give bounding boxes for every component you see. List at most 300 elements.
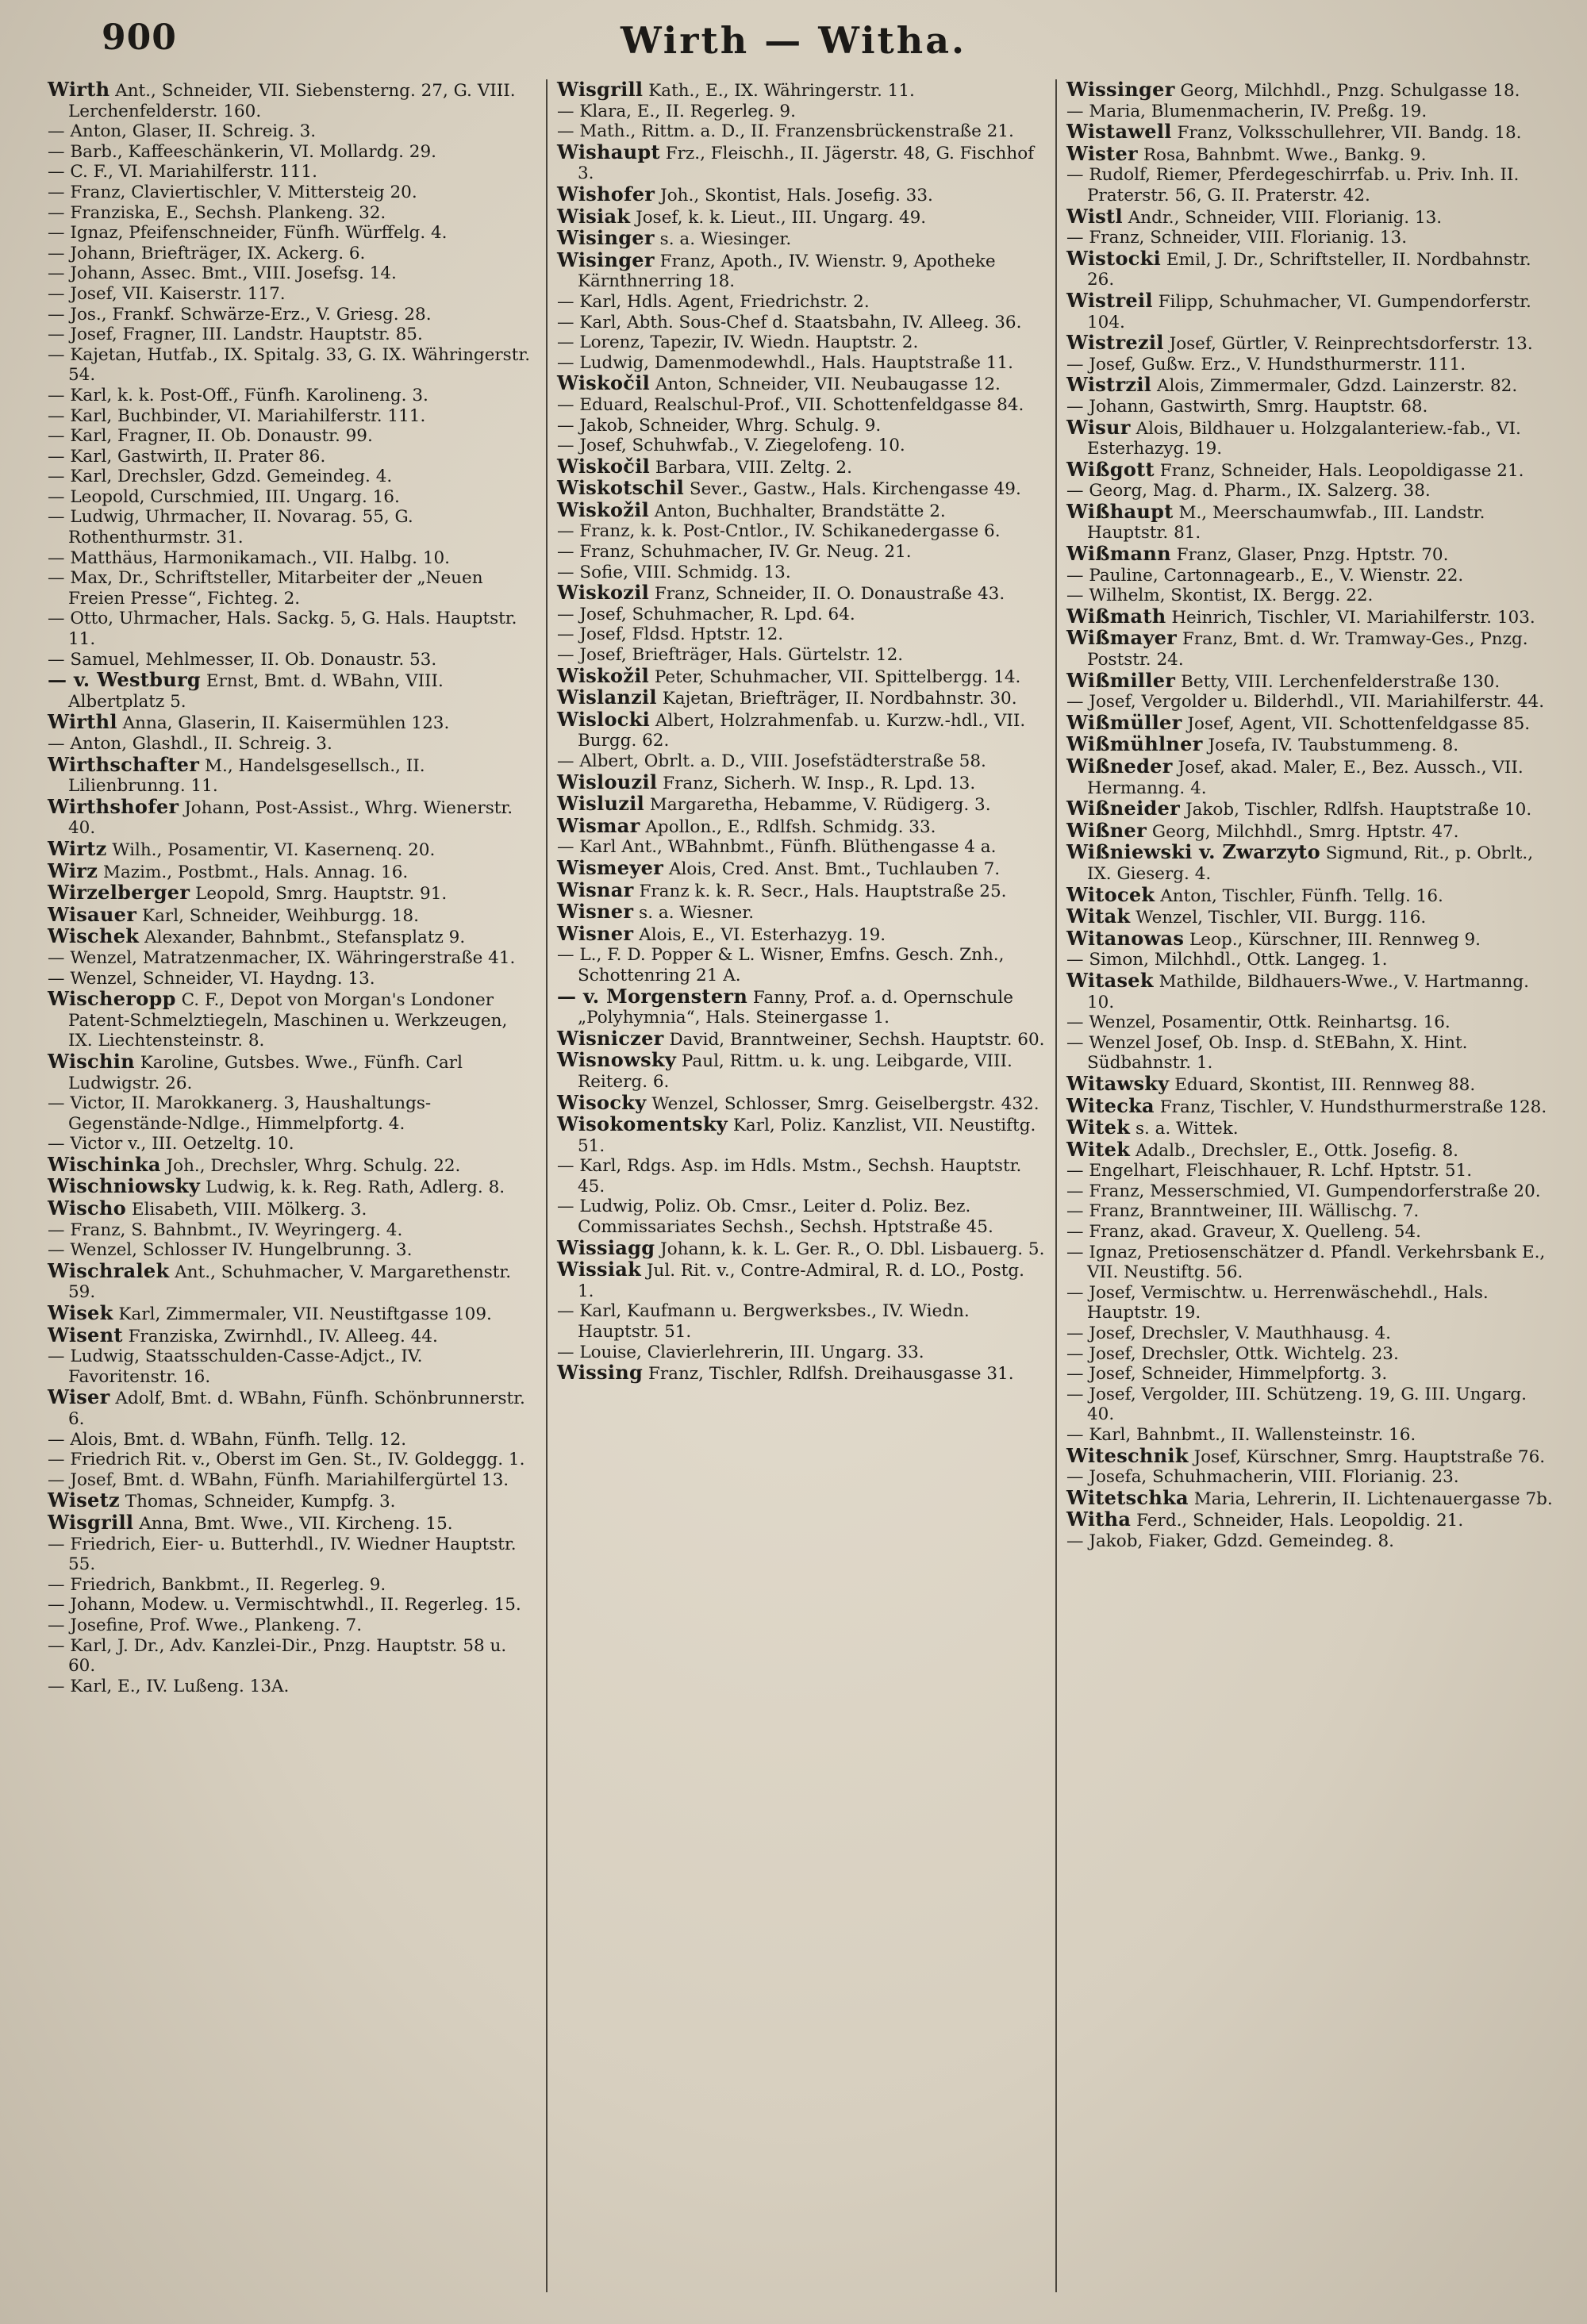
entry-text: Franz, Sicherh. W. Insp., R. Lpd. 13. xyxy=(663,773,976,793)
entry-text: Franz, Schneider, II. O. Donaustraße 43. xyxy=(654,584,1005,605)
entry-text: — Wenzel, Schneider, VI. Haydng. 13. xyxy=(48,968,375,989)
directory-entry xyxy=(1066,141,1555,166)
entry-text: — Josef, Drechsler, Ottk. Wichtelg. 23. xyxy=(1066,1343,1399,1364)
entry-text: Alois, Zimmermaler, Gdzd. Lainzerstr. 82. xyxy=(1157,376,1518,397)
directory-entry xyxy=(48,1470,536,1491)
entry-surname: Wißmiller xyxy=(1066,668,1176,692)
entry-surname: Wislocki xyxy=(557,707,651,731)
entry-text: Fanny, Prof. a. d. Opernschule „Polyhymnia“, Hals. Steinergasse 1. xyxy=(578,987,1013,1028)
directory-entry xyxy=(1066,1385,1555,1425)
entry-text: Eduard, Skontist, III. Rennweg 88. xyxy=(1174,1074,1476,1095)
entry-text: Alois, E., VI. Esterhazyg. 19. xyxy=(639,924,886,945)
entry-surname: Wirthl xyxy=(48,710,117,734)
entry-text: — Rudolf, Riemer, Pferdegeschirrfab. u. Priv. Inh. II. Praterstr. 56, G. II. Praterstr. 42. xyxy=(1066,165,1520,206)
entry-text: Franz, Bmt. d. Wr. Tramway-Ges., Pnzg. Poststr. 24. xyxy=(1087,629,1528,670)
entry-text: Filipp, Schuhmacher, VI. Gumpendorferstr. 104. xyxy=(1087,291,1531,332)
directory-entry xyxy=(557,456,1046,478)
running-head: Wirth — Witha. xyxy=(620,19,967,62)
entry-text: Joh., Drechsler, Whrg. Schulg. 22. xyxy=(166,1155,461,1176)
entry-surname: Wirthschafter xyxy=(48,752,200,776)
directory-entry xyxy=(557,206,1046,229)
directory-entry xyxy=(557,395,1046,416)
directory-entry xyxy=(557,353,1046,374)
entry-text: Georg, Milchhdl., Pnzg. Schulgasse 18. xyxy=(1180,81,1520,101)
entry-text: — Josef, Drechsler, V. Mauthhausg. 4. xyxy=(1066,1323,1391,1344)
directory-entry xyxy=(557,313,1046,333)
entry-surname: Wißner xyxy=(1066,818,1147,842)
entry-text: Adalb., Drechsler, E., Ottk. Josefig. 8. xyxy=(1135,1140,1458,1161)
directory-entry xyxy=(48,182,536,203)
entry-text: M., Handelsgesellsch., II. Lilienbrunng. 11. xyxy=(68,755,425,797)
directory-entry xyxy=(557,901,1046,924)
directory-entry xyxy=(48,244,536,264)
entry-text: Josef, Agent, VII. Schottenfeldgasse 85. xyxy=(1187,713,1531,734)
entry-text: — Johann, Modew. u. Vermischtwhdl., II. Regerleg. 15. xyxy=(48,1595,521,1615)
directory-entry xyxy=(48,1176,536,1198)
directory-entry xyxy=(557,184,1046,206)
directory-entry xyxy=(1066,1531,1555,1552)
entry-surname: Wistocki xyxy=(1066,246,1162,270)
entry-surname: Wisur xyxy=(1066,415,1131,439)
directory-entry xyxy=(1066,756,1555,798)
entry-text: Heinrich, Tischler, VI. Mariahilferstr. 103. xyxy=(1171,607,1535,628)
entry-text: — Friedrich, Eier- u. Butterhdl., IV. Wiedner Hauptstr. 55. xyxy=(48,1534,517,1575)
directory-columns xyxy=(38,79,1565,2292)
entry-text: Josef, Gürtler, V. Reinprechtsdorferstr. 13. xyxy=(1169,334,1533,355)
entry-text: Anton, Tischler, Fünfh. Tellg. 16. xyxy=(1160,885,1443,906)
directory-entry xyxy=(557,1343,1046,1363)
entry-text: — L., F. D. Popper & L. Wisner, Emfns. Gesch. Znh., Schottenring 21 A. xyxy=(557,945,1005,985)
entry-surname: Witanowas xyxy=(1066,926,1185,950)
directory-entry xyxy=(557,478,1046,500)
entry-text: Adolf, Bmt. d. WBahn, Fünfh. Schönbrunnerstr. 6. xyxy=(68,1389,525,1429)
directory-entry xyxy=(48,836,536,861)
entry-surname: Wirthshofer xyxy=(48,794,179,818)
directory-entry xyxy=(48,1093,536,1134)
entry-text: David, Branntweiner, Sechsh. Hauptstr. 60. xyxy=(669,1029,1045,1050)
directory-entry xyxy=(1066,1181,1555,1202)
entry-surname: — v. Morgenstern xyxy=(557,984,748,1008)
directory-entry xyxy=(48,142,536,163)
directory-entry xyxy=(48,882,536,905)
entry-text: C. F., Depot von Morgan's Londoner Patent-Schmelztiegeln, Maschinen u. Werkzeugen, IX. Liechtensteinstr. 8. xyxy=(68,990,508,1051)
entry-text: — Alois, Bmt. d. WBahn, Fünfh. Tellg. 12. xyxy=(48,1429,407,1450)
entry-text: — Johann, Assec. Bmt., VIII. Josefsg. 14. xyxy=(48,263,397,284)
directory-entry xyxy=(48,752,536,797)
entry-surname: Wister xyxy=(1066,141,1138,165)
entry-text: — Johann, Briefträger, IX. Ackerg. 6. xyxy=(48,243,366,263)
entry-surname: Wirth xyxy=(48,79,110,101)
directory-entry xyxy=(48,386,536,406)
directory-entry xyxy=(557,1114,1046,1156)
entry-text: — Friedrich Rit. v., Oberst im Gen. St., IV. Goldeggg. 1. xyxy=(48,1450,525,1470)
entry-surname: Wirz xyxy=(48,859,98,882)
entry-text: — Math., Rittm. a. D., II. Franzensbrückenstraße 21. xyxy=(557,121,1014,142)
directory-entry xyxy=(557,497,1046,522)
entry-text: — Karl, Fragner, II. Ob. Donaustr. 99. xyxy=(48,426,373,447)
directory-entry xyxy=(48,1134,536,1154)
directory-entry xyxy=(48,861,536,883)
entry-surname: Wißniewski v. Zwarzyto xyxy=(1066,840,1320,864)
entry-text: — Karl, Kaufmann u. Bergwerksbes., IV. Wiedn. Hauptstr. 51. xyxy=(557,1301,970,1343)
entry-text: Franz, Apoth., IV. Wienstr. 9, Apotheke Kärnthnerring 18. xyxy=(578,251,996,292)
directory-entry xyxy=(48,507,536,547)
directory-entry xyxy=(557,1156,1046,1197)
directory-entry xyxy=(1066,710,1555,735)
entry-text: s. a. Wiesner. xyxy=(639,903,755,924)
directory-entry xyxy=(48,487,536,508)
entry-text: — Karl, J. Dr., Adv. Kanzlei-Dir., Pnzg. Hauptstr. 58 u. 60. xyxy=(48,1635,507,1677)
entry-surname: Witak xyxy=(1066,905,1131,928)
entry-text: Kajetan, Briefträger, II. Nordbahnstr. 30. xyxy=(662,689,1017,709)
entry-surname: Wislanzil xyxy=(557,686,657,709)
directory-entry xyxy=(557,1362,1046,1385)
entry-surname: Wisner xyxy=(557,921,634,945)
entry-surname: Wisocky xyxy=(557,1090,647,1114)
directory-entry xyxy=(48,1677,536,1697)
entry-text: Mazim., Postbmt., Hals. Annag. 16. xyxy=(102,862,409,882)
directory-entry xyxy=(48,1220,536,1241)
entry-text: Sigmund, Rit., p. Obrlt., IX. Gieserg. 4. xyxy=(1087,843,1534,884)
entry-text: — Ludwig, Uhrmacher, II. Novarag. 55, G. Rothenthurmstr. 31. xyxy=(48,507,413,548)
entry-text: — Anton, Glaser, II. Schreig. 3. xyxy=(48,121,317,142)
directory-entry xyxy=(1066,1283,1555,1323)
directory-entry xyxy=(48,263,536,284)
directory-entry xyxy=(1066,628,1555,670)
directory-entry xyxy=(48,1303,536,1325)
entry-text: — Wenzel, Matratzenmacher, IX. Währingerstraße 41. xyxy=(48,947,516,968)
directory-entry xyxy=(557,521,1046,542)
directory-entry xyxy=(1066,1485,1555,1510)
entry-surname: Wiskotschil xyxy=(557,476,684,500)
directory-entry xyxy=(557,1259,1046,1301)
entry-text: Anton, Buchhalter, Brandstätte 2. xyxy=(654,501,946,521)
directory-entry xyxy=(1066,670,1555,693)
entry-text: — Samuel, Mehlmesser, II. Ob. Donaustr. 53. xyxy=(48,649,437,670)
entry-surname: Wisgrill xyxy=(48,1510,134,1534)
directory-entry xyxy=(48,1575,536,1596)
entry-surname: Wiskočil xyxy=(557,371,651,395)
entry-surname: Wistawell xyxy=(1066,120,1172,144)
directory-entry xyxy=(1066,1509,1555,1531)
entry-surname: Wißgott xyxy=(1066,457,1155,481)
directory-entry xyxy=(1066,1117,1555,1139)
entry-text: — Karl, Rdgs. Asp. im Hdls. Mstm., Sechsh. Hauptstr. 45. xyxy=(557,1156,1022,1197)
entry-text: — Johann, Gastwirth, Smrg. Hauptstr. 68. xyxy=(1066,396,1428,417)
entry-surname: Wisner xyxy=(557,900,634,924)
directory-entry xyxy=(48,902,536,927)
entry-surname: Wistl xyxy=(1066,204,1123,228)
entry-text: — Otto, Uhrmacher, Hals. Sackg. 5, G. Hals. Hauptstr. 11. xyxy=(48,609,517,650)
entry-text: — Franz, akad. Graveur, X. Quelleng. 54. xyxy=(1066,1222,1421,1243)
directory-entry xyxy=(557,1050,1046,1092)
entry-text: — Franz, Branntweiner, III. Wällischg. 7. xyxy=(1066,1201,1420,1222)
directory-entry xyxy=(1066,1344,1555,1365)
directory-entry xyxy=(1066,459,1555,482)
entry-text: — Josef, Schuhwfab., V. Ziegelofeng. 10. xyxy=(557,436,905,456)
entry-text: — Karl, Drechsler, Gdzd. Gemeindeg. 4. xyxy=(48,467,393,487)
entry-text: — Josef, Schneider, Himmelpfortg. 3. xyxy=(1066,1364,1388,1385)
entry-surname: Wistreil xyxy=(1066,288,1153,312)
directory-entry xyxy=(48,325,536,345)
page-number: 900 xyxy=(102,17,177,58)
entry-text: Alexander, Bahnbmt., Stefansplatz 9. xyxy=(144,928,466,948)
entry-text: — Klara, E., II. Regerleg. 9. xyxy=(557,101,796,121)
directory-entry xyxy=(557,793,1046,816)
entry-surname: Wiser xyxy=(48,1385,110,1409)
directory-entry xyxy=(557,563,1046,583)
directory-entry xyxy=(1066,397,1555,417)
directory-entry xyxy=(1066,165,1555,206)
directory-entry xyxy=(1066,1012,1555,1033)
entry-text: — Franz, S. Bahnbmt., IV. Weyringerg. 4. xyxy=(48,1220,403,1240)
directory-entry xyxy=(1066,206,1555,229)
directory-entry xyxy=(1066,1161,1555,1181)
entry-text: Peter, Schuhmacher, VII. Spittelbergg. 14. xyxy=(654,666,1021,687)
entry-surname: Wisinger xyxy=(557,248,655,271)
directory-entry xyxy=(1066,1323,1555,1344)
entry-surname: Wischinka xyxy=(48,1152,161,1176)
directory-entry xyxy=(48,1154,536,1177)
entry-text: — Ludwig, Staatsschulden-Casse-Adjct., IV. Favoritenstr. 16. xyxy=(48,1346,423,1387)
entry-text: Margaretha, Hebamme, V. Rüdigerg. 3. xyxy=(649,795,991,816)
directory-entry xyxy=(557,1301,1046,1342)
entry-surname: Wismeyer xyxy=(557,855,664,879)
directory-entry xyxy=(48,1258,536,1303)
directory-entry xyxy=(1066,1243,1555,1283)
directory-entry xyxy=(557,687,1046,709)
directory-entry xyxy=(48,1325,536,1347)
entry-surname: Wismar xyxy=(557,813,640,837)
directory-entry xyxy=(48,670,536,712)
directory-entry xyxy=(1066,734,1555,756)
entry-text: Josefa, IV. Taubstummeng. 8. xyxy=(1208,736,1459,756)
directory-entry xyxy=(1066,355,1555,375)
entry-surname: Witasek xyxy=(1066,968,1154,992)
entry-text: Sever., Gastw., Hals. Kirchengasse 49. xyxy=(689,479,1021,500)
directory-entry xyxy=(1066,882,1555,907)
directory-entry xyxy=(1066,501,1555,544)
entry-text: Ant., Schneider, VII. Siebensterng. 27, G. VIII. Lerchenfelderstr. 160. xyxy=(68,81,516,121)
entry-text: — Karl, Hdls. Agent, Friedrichstr. 2. xyxy=(557,291,870,312)
entry-surname: Wiskožil xyxy=(557,663,650,687)
directory-entry xyxy=(1066,798,1555,820)
entry-text: Maria, Lehrerin, II. Lichtenauergasse 7b. xyxy=(1193,1489,1553,1509)
directory-entry xyxy=(557,1235,1046,1260)
entry-text: — Josef, Schuhmacher, R. Lpd. 64. xyxy=(557,604,855,624)
directory-entry xyxy=(48,948,536,969)
entry-surname: Wirzelberger xyxy=(48,881,190,905)
entry-surname: Wistrezil xyxy=(1066,331,1164,355)
entry-text: Leop., Kürschner, III. Rennweg 9. xyxy=(1189,929,1481,950)
entry-surname: Wisauer xyxy=(48,902,137,926)
entry-text: Johann, k. k. L. Ger. R., O. Dbl. Lisbauerg. 5. xyxy=(660,1239,1045,1259)
directory-entry xyxy=(1066,79,1555,102)
entry-text: — Engelhart, Fleischhauer, R. Lchf. Hptstr. 51. xyxy=(1066,1161,1473,1181)
directory-entry xyxy=(1066,121,1555,144)
directory-entry xyxy=(1066,1467,1555,1488)
directory-entry xyxy=(48,794,536,839)
entry-text: — Josef, VII. Kaiserstr. 117. xyxy=(48,283,286,304)
directory-entry xyxy=(48,223,536,244)
entry-text: — Josef, Briefträger, Hals. Gürtelstr. 12. xyxy=(557,645,904,666)
directory-entry xyxy=(1066,248,1555,290)
entry-text: — Josef, Fragner, III. Landstr. Hauptstr. 85. xyxy=(48,325,423,345)
column-1 xyxy=(38,79,546,2292)
entry-text: — Ludwig, Damenmodewhdl., Hals. Hauptstraße 11. xyxy=(557,352,1013,373)
directory-entry xyxy=(1066,692,1555,713)
directory-entry xyxy=(48,426,536,447)
entry-surname: Wischo xyxy=(48,1197,127,1220)
entry-text: — Louise, Clavierlehrerin, III. Ungarg. 33. xyxy=(557,1342,924,1362)
entry-text: Anna, Bmt. Wwe., VII. Kircheng. 15. xyxy=(139,1513,453,1534)
directory-entry xyxy=(557,332,1046,353)
entry-text: Karl, Poliz. Kanzlist, VII. Neustiftg. 51. xyxy=(578,1116,1036,1156)
directory-entry xyxy=(1066,586,1555,606)
directory-entry xyxy=(48,1615,536,1636)
entry-text: Jakob, Tischler, Rdlfsh. Hauptstraße 10. xyxy=(1185,800,1532,820)
directory-entry xyxy=(48,162,536,182)
directory-entry xyxy=(557,945,1046,985)
entry-text: — Wenzel, Posamentir, Ottk. Reinhartsg. 16. xyxy=(1066,1012,1451,1033)
directory-entry xyxy=(1066,1425,1555,1446)
entry-surname: Witetschka xyxy=(1066,1485,1189,1509)
directory-entry xyxy=(1066,332,1555,355)
entry-text: Franz k. k. R. Secr., Hals. Hauptstraße 25. xyxy=(639,881,1007,901)
directory-entry xyxy=(48,1535,536,1575)
entry-text: — Josef, Vergolder u. Bilderhdl., VII. Mariahilferstr. 44. xyxy=(1066,692,1545,713)
directory-entry xyxy=(557,250,1046,292)
entry-text: Franz, Glaser, Pnzg. Hptstr. 70. xyxy=(1176,545,1449,566)
entry-text: Wenzel, Tischler, VII. Burgg. 116. xyxy=(1135,908,1427,928)
entry-surname: Wissiagg xyxy=(557,1235,655,1259)
directory-entry xyxy=(557,1197,1046,1237)
directory-entry xyxy=(48,969,536,989)
entry-surname: Wisent xyxy=(48,1323,123,1346)
directory-entry xyxy=(557,921,1046,946)
directory-entry xyxy=(48,406,536,427)
entry-text: Rosa, Bahnbmt. Wwe., Bankg. 9. xyxy=(1143,144,1427,165)
directory-entry xyxy=(48,1240,536,1261)
entry-surname: Wisinger xyxy=(557,226,655,250)
entry-text: Alois, Cred. Anst. Bmt., Tuchlauben 7. xyxy=(668,859,1001,879)
directory-entry xyxy=(557,79,1046,102)
entry-surname: Wißneider xyxy=(1066,797,1181,820)
directory-entry xyxy=(1066,228,1555,248)
entry-text: — Victor v., III. Oetzeltg. 10. xyxy=(48,1134,294,1154)
entry-text: Apollon., E., Rdlfsh. Schmidg. 33. xyxy=(645,816,936,837)
entry-text: — Franz, Claviertischler, V. Mittersteig 20. xyxy=(48,182,417,202)
directory-entry xyxy=(557,880,1046,902)
entry-text: — Georg, Mag. d. Pharm., IX. Salzerg. 38. xyxy=(1066,481,1431,501)
entry-text: — Max, Dr., Schriftsteller, Mitarbeiter der „Neuen Freien Presse“, Fichteg. 2. xyxy=(48,568,483,609)
directory-entry xyxy=(48,548,536,569)
entry-surname: Wischralek xyxy=(48,1258,170,1282)
directory-entry xyxy=(48,305,536,325)
entry-text: Ant., Schuhmacher, V. Margarethenstr. 59. xyxy=(68,1262,512,1303)
entry-text: Anton, Schneider, VII. Neubaugasse 12. xyxy=(655,375,1001,395)
directory-entry xyxy=(48,734,536,755)
directory-entry xyxy=(557,645,1046,666)
directory-entry xyxy=(48,650,536,670)
entry-surname: Wirtz xyxy=(48,836,107,860)
entry-text: — Anton, Glashdl., II. Schreig. 3. xyxy=(48,734,332,754)
entry-text: — Karl, Abth. Sous-Chef d. Staatsbahn, IV. Alleeg. 36. xyxy=(557,312,1022,332)
entry-text: Frz., Fleischh., II. Jägerstr. 48, G. Fischhof 3. xyxy=(578,143,1035,184)
entry-text: — Pauline, Cartonnagearb., E., V. Wienstr. 22. xyxy=(1066,565,1464,586)
entry-surname: Wislouzil xyxy=(557,770,658,793)
directory-entry xyxy=(1066,290,1555,332)
directory-entry xyxy=(48,203,536,224)
directory-entry xyxy=(1066,1071,1555,1096)
entry-text: Wenzel, Schlosser, Smrg. Geiselbergstr. 432. xyxy=(651,1093,1039,1114)
entry-text: Ernst, Bmt. d. WBahn, VIII. Albertplatz 5. xyxy=(68,671,444,712)
entry-text: — Eduard, Realschul-Prof., VII. Schottenfeldgasse 84. xyxy=(557,394,1024,415)
directory-entry xyxy=(48,1450,536,1470)
entry-text: — Jakob, Fiaker, Gdzd. Gemeindeg. 8. xyxy=(1066,1531,1394,1551)
directory-entry xyxy=(557,751,1046,772)
entry-surname: Wischeropp xyxy=(48,987,176,1011)
directory-entry xyxy=(1066,1139,1555,1162)
directory-entry xyxy=(557,373,1046,395)
directory-entry xyxy=(557,121,1046,142)
entry-text: — Karl, Bahnbmt., II. Wallensteinstr. 16. xyxy=(1066,1425,1416,1445)
directory-entry xyxy=(1066,928,1555,951)
entry-surname: Wißmayer xyxy=(1066,626,1178,650)
directory-entry xyxy=(557,292,1046,313)
directory-entry xyxy=(48,568,536,609)
directory-entry xyxy=(48,1346,536,1387)
entry-text: — Matthäus, Harmonikamach., VII. Halbg. 10. xyxy=(48,547,451,568)
entry-surname: Witek xyxy=(1066,1116,1131,1139)
directory-entry xyxy=(1066,950,1555,970)
entry-text: Leopold, Smrg. Hauptstr. 91. xyxy=(195,884,448,905)
entry-text: — Franz, Schuhmacher, IV. Gr. Neug. 21. xyxy=(557,542,912,563)
entry-text: — Sofie, VIII. Schmidg. 13. xyxy=(557,562,791,582)
entry-text: Kath., E., IX. Währingerstr. 11. xyxy=(648,81,915,101)
entry-surname: Witecka xyxy=(1066,1093,1155,1117)
directory-entry xyxy=(48,345,536,386)
directory-entry xyxy=(557,1090,1046,1115)
directory-entry xyxy=(48,1430,536,1450)
entry-text: Karl, Zimmermaler, VII. Neustiftgasse 109. xyxy=(118,1304,492,1325)
directory-entry xyxy=(1066,1443,1555,1468)
entry-text: Josef, akad. Maler, E., Bez. Aussch., VII. Hermanng. 4. xyxy=(1087,758,1524,798)
directory-entry xyxy=(1066,1201,1555,1222)
entry-text: Mathilde, Bildhauers-Wwe., V. Hartmanng. 10. xyxy=(1087,971,1529,1012)
entry-surname: Wishaupt xyxy=(557,140,660,163)
entry-surname: Wiskočil xyxy=(557,454,651,478)
entry-surname: Wisek xyxy=(48,1301,113,1325)
directory-entry xyxy=(557,228,1046,250)
directory-entry xyxy=(48,467,536,487)
directory-entry xyxy=(1066,906,1555,928)
entry-text: s. a. Wittek. xyxy=(1135,1119,1239,1139)
entry-surname: Wißhaupt xyxy=(1066,499,1174,523)
entry-text: — Wilhelm, Skontist, IX. Bergg. 22. xyxy=(1066,586,1374,606)
directory-entry xyxy=(557,142,1046,184)
entry-surname: Wißmath xyxy=(1066,604,1166,628)
entry-surname: Wiskožil xyxy=(557,497,650,521)
directory-entry xyxy=(557,416,1046,436)
entry-text: Ludwig, k. k. Reg. Rath, Adlerg. 8. xyxy=(206,1177,505,1198)
directory-entry xyxy=(48,447,536,467)
column-2 xyxy=(546,79,1055,2292)
directory-entry xyxy=(48,1051,536,1093)
entry-surname: Witek xyxy=(1066,1137,1131,1161)
entry-text: — Josefine, Prof. Wwe., Plankeng. 7. xyxy=(48,1615,363,1635)
entry-text: Josef, Kürschner, Smrg. Hauptstraße 76. xyxy=(1193,1446,1546,1467)
